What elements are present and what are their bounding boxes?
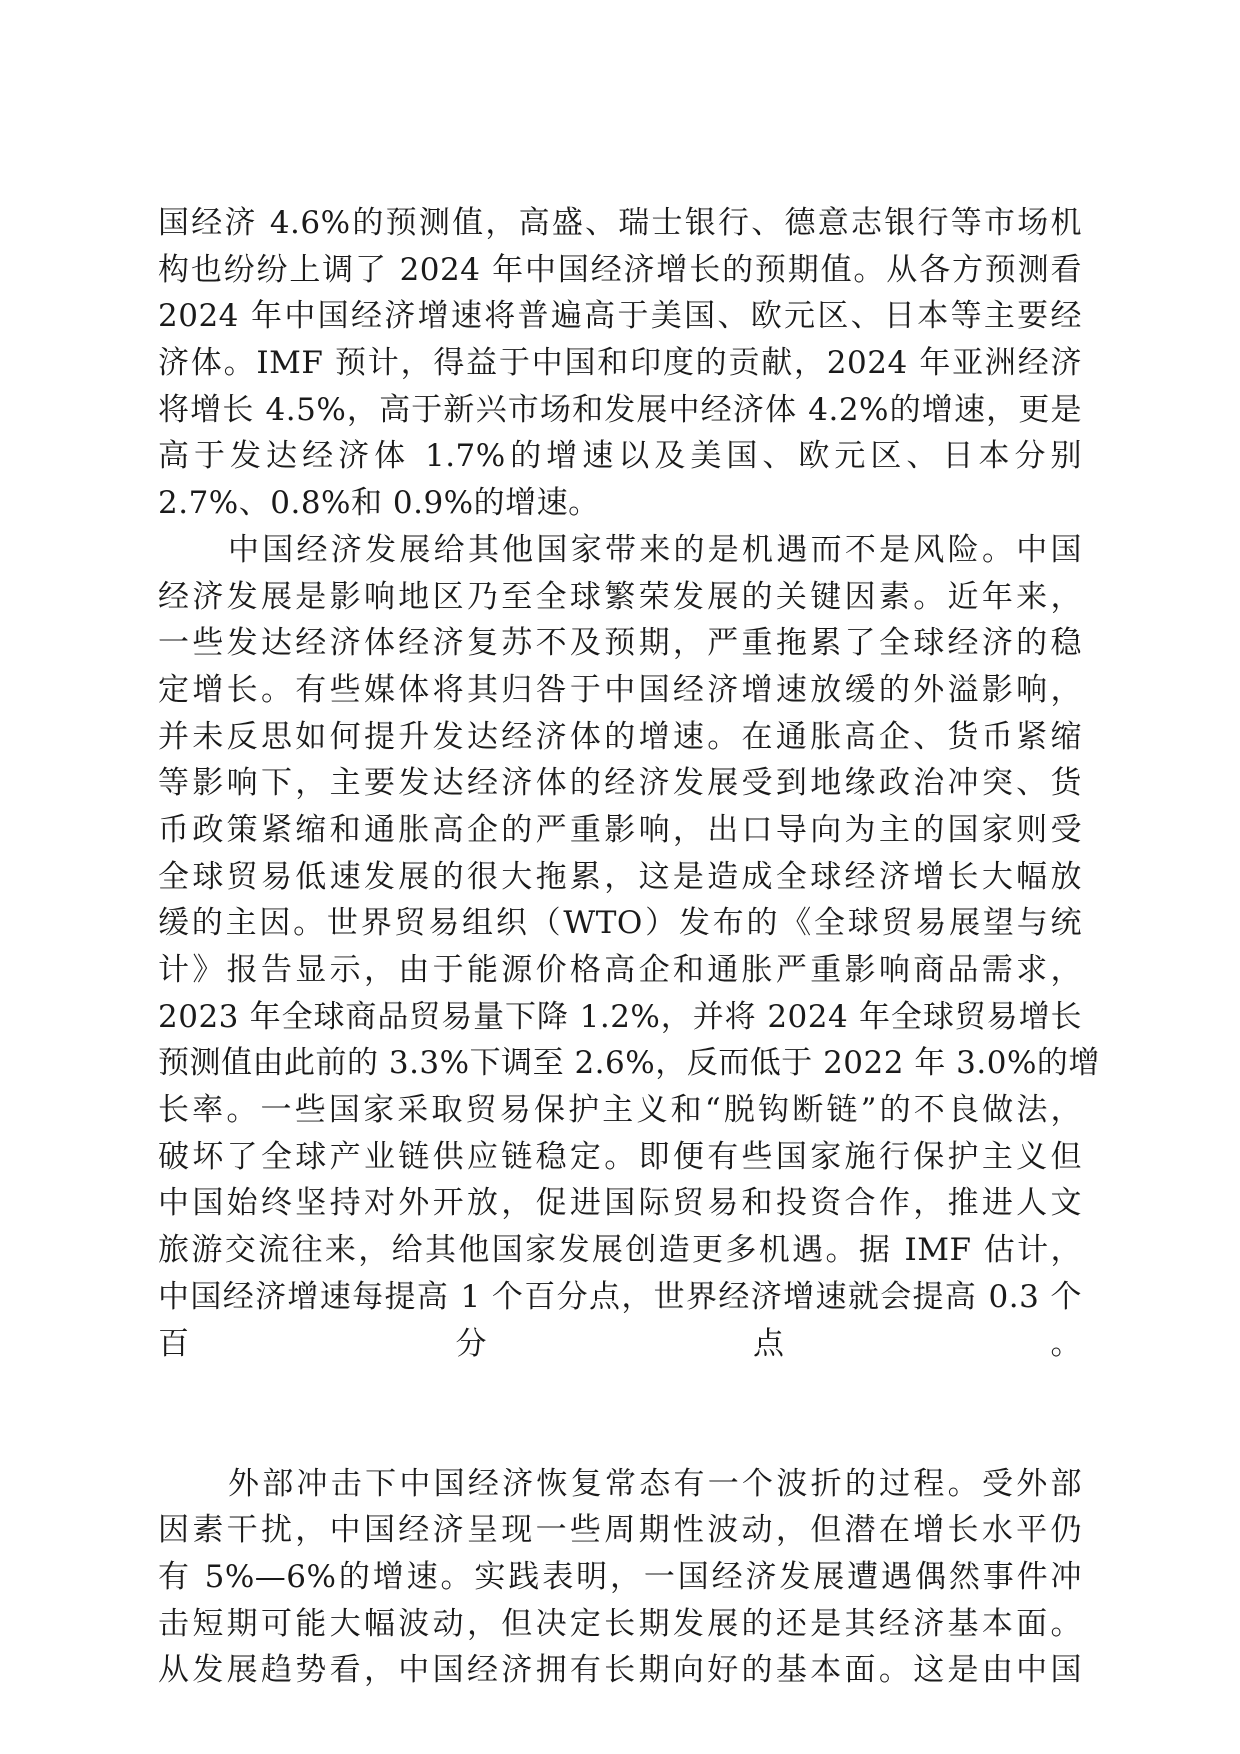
text-line: 定增长。有些媒体将其归咎于中国经济增速放缓的外溢影响， [158,671,1082,708]
paragraph-1 [158,200,1082,527]
text-line: 有 5%—6%的增速。实践表明，一国经济发展遭遇偶然事件冲 [158,1558,1082,1595]
text-line: 全球贸易低速发展的很大拖累，这是造成全球经济增长大幅放 [158,858,1082,895]
text-line: 因素干扰，中国经济呈现一些周期性波动，但潜在增长水平仍 [158,1512,1082,1549]
text-line: 中国经济发展给其他国家带来的是机遇而不是风险。中国 [228,531,1082,568]
text-line: 计》报告显示，由于能源价格高企和通胀严重影响商品需求， [158,952,1082,988]
text-line: 将增长 4.5%，高于新兴市场和发展中经济体 4.2%的增速，更是 [158,391,1082,428]
text-line: 等影响下，主要发达经济体的经济发展受到地缘政治冲突、货 [158,765,1082,802]
text-line: 并未反思如何提升发达经济体的增速。在通胀高企、货币紧缩 [158,718,1082,755]
text-line: 外部冲击下中国经济恢复常态有一个波折的过程。受外部 [228,1465,1082,1502]
text-line: 2.7%、0.8%和 0.9%的增速。 [158,485,600,522]
text-line: 中国始终坚持对外开放，促进国际贸易和投资合作，推进人文 [158,1185,1082,1222]
text-line: 从发展趋势看，中国经济拥有长期向好的基本面。这是由中国 [158,1652,1082,1689]
text-line [158,1414,1082,1461]
text-line: 一些发达经济体经济复苏不及预期，严重拖累了全球经济的稳 [158,625,1082,662]
document-page [158,200,1100,1694]
text-line: 旅游交流往来，给其他国家发展创造更多机遇。据 IMF 估计， [158,1232,1082,1269]
text-line: 济体。IMF 预计，得益于中国和印度的贡献，2024 年亚洲经济 [158,345,1082,382]
text-line: 构也纷纷上调了 2024 年中国经济增长的预期值。从各方预测看 [158,251,1082,288]
text-line: 2024 年中国经济增速将普遍高于美国、欧元区、日本等主要经 [158,298,1082,335]
text-line: 中国经济增速每提高 1 个百分点，世界经济增速就会提高 0.3 个 [158,1278,1082,1315]
text-line: 国经济 4.6%的预测值，高盛、瑞士银行、德意志银行等市场机 [158,205,1082,241]
text-line: 高于发达经济体 1.7%的增速以及美国、欧元区、日本分别 [158,438,1082,475]
text-line: 击短期可能大幅波动，但决定长期发展的还是其经济基本面。 [158,1605,1082,1642]
text-line: 经济发展是影响地区乃至全球繁荣发展的关键因素。近年来， [158,578,1082,615]
text-line: 缓的主因。世界贸易组织（WTO）发布的《全球贸易展望与统 [158,905,1082,942]
text-line: 币政策紧缩和通胀高企的严重影响，出口导向为主的国家则受 [158,811,1082,848]
text-line: 2023 年全球商品贸易量下降 1.2%，并将 2024 年全球贸易增长 [158,998,1082,1035]
text-line [158,1367,1082,1414]
text-line: 百分点。 [158,1325,1082,1362]
paragraph-2 [158,527,1100,1461]
text-line: 长率。一些国家采取贸易保护主义和“脱钩断链”的不良做法， [158,1092,1082,1129]
text-line: 破坏了全球产业链供应链稳定。即便有些国家施行保护主义但 [158,1138,1082,1175]
text-line: 预测值由此前的 3.3%下调至 2.6%，反而低于 2022 年 3.0%的增 [158,1045,1100,1082]
paragraph-3 [158,1461,1082,1694]
